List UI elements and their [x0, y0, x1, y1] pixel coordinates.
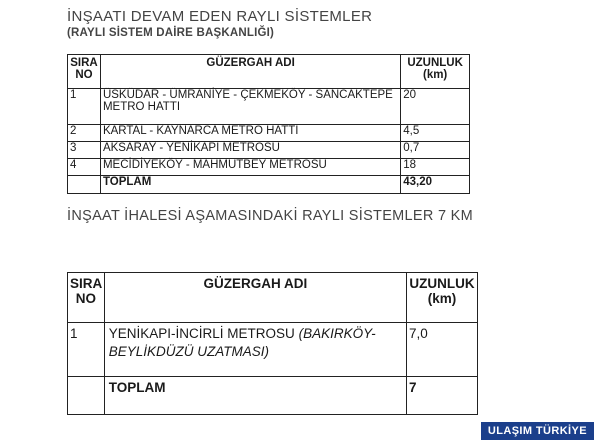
total-label: TOPLAM: [104, 377, 406, 415]
cell-uzunluk: 7,0: [406, 323, 477, 377]
header-uzunluk: UZUNLUK (km): [401, 55, 470, 89]
cell-guzergah: ÜSKÜDAR - ÜMRANİYE - ÇEKMEKÖY - SANCAKTEPE METRO HATTI: [100, 89, 400, 125]
tender-rail-systems-table: [67, 272, 478, 415]
table-row: [68, 89, 470, 125]
section1-subtitle: (RAYLI SİSTEM DAİRE BAŞKANLIĞI): [67, 27, 275, 39]
brand-badge: ULAŞIM TÜRKİYE: [481, 422, 594, 440]
table-total-row: [68, 377, 478, 415]
cell-sira: 1: [68, 323, 105, 377]
cell-empty: [68, 176, 101, 194]
cell-guzergah: KARTAL - KAYNARCA METRO HATTI: [100, 125, 400, 142]
cell-guzergah: MECİDİYEKÖY - MAHMUTBEY METROSU: [100, 159, 400, 176]
table-header-row: [68, 55, 470, 89]
table-header-row: [68, 273, 478, 323]
cell-uzunluk: 20: [401, 89, 470, 125]
total-value: 43,20: [401, 176, 470, 194]
cell-uzunluk: 18: [401, 159, 470, 176]
header-uzunluk: UZUNLUK (km): [406, 273, 477, 323]
cell-sira: 4: [68, 159, 101, 176]
cell-uzunluk: 0,7: [401, 142, 470, 159]
cell-sira: 3: [68, 142, 101, 159]
table-row: [68, 159, 470, 176]
total-label: TOPLAM: [100, 176, 400, 194]
route-name: YENİKAPI-İNCİRLİ METROSU: [108, 326, 295, 341]
total-value: 7: [406, 377, 477, 415]
header-guzergah-adi: GÜZERGAH ADI: [104, 273, 406, 323]
section2-title: İNŞAAT İHALESİ AŞAMASINDAKİ RAYLI SİSTEMLER 7 KM: [67, 208, 474, 224]
cell-guzergah: [104, 323, 406, 377]
cell-sira: 2: [68, 125, 101, 142]
table-row: [68, 125, 470, 142]
cell-uzunluk: 4,5: [401, 125, 470, 142]
table-row: [68, 142, 470, 159]
cell-empty: [68, 377, 105, 415]
header-guzergah-adi: GÜZERGAH ADI: [100, 55, 400, 89]
header-sira-no: SIRA NO: [68, 55, 101, 89]
table-row: [68, 323, 478, 377]
table-total-row: [68, 176, 470, 194]
ongoing-rail-systems-table: [67, 54, 470, 194]
cell-sira: 1: [68, 89, 101, 125]
route-extension-note: (BAKIRKÖY-BEYLİKDÜZÜ UZATMASI): [108, 326, 376, 359]
cell-guzergah: AKSARAY - YENİKAPI METROSU: [100, 142, 400, 159]
header-sira-no: SIRA NO: [68, 273, 105, 323]
section1-title: İNŞAATI DEVAM EDEN RAYLI SİSTEMLER: [67, 8, 373, 25]
